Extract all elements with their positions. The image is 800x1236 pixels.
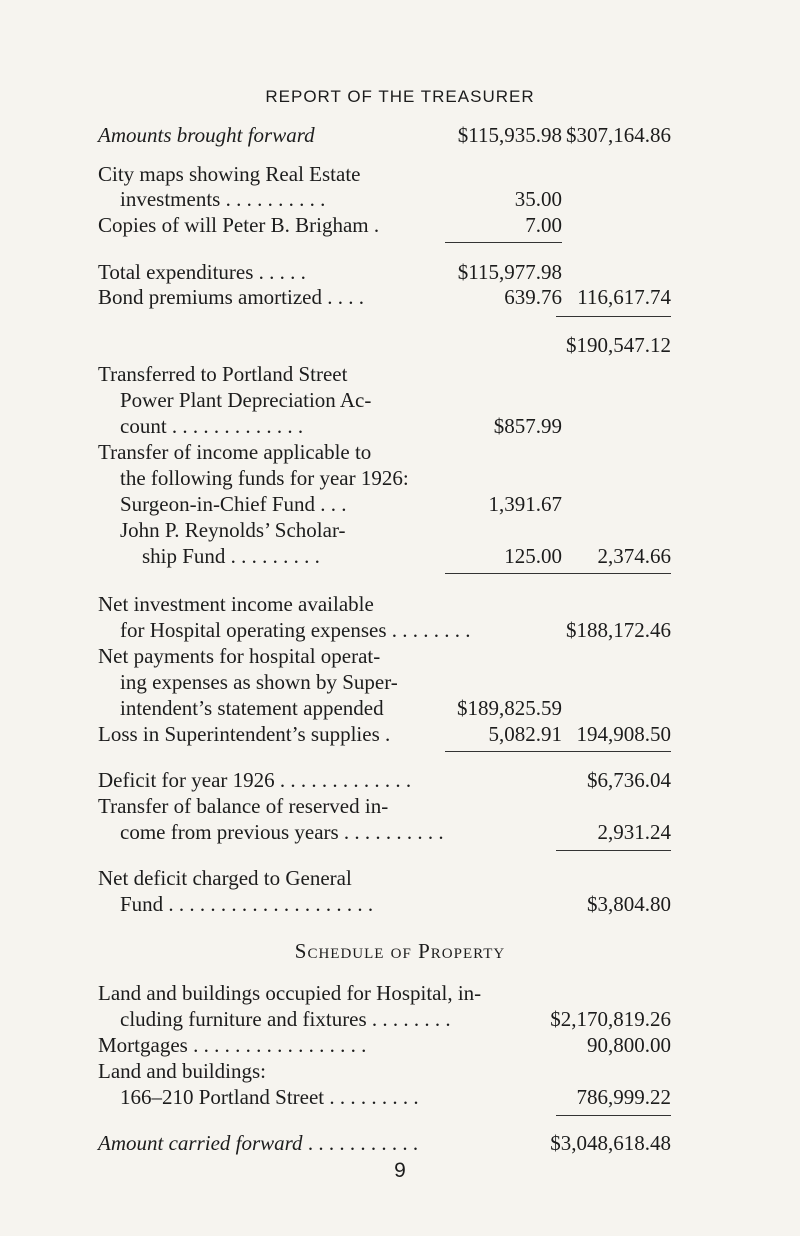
land-buildings-line2: 166–210 Portland Street . . . . . . . . .: [120, 1085, 419, 1109]
land-buildings-line1: Land and buildings:: [98, 1059, 266, 1083]
rule: [556, 573, 671, 574]
rule: [445, 573, 562, 574]
bond-amount: 639.76: [504, 285, 562, 309]
portland-line3: count . . . . . . . . . . . . .: [120, 414, 304, 438]
land-amount: $2,170,819.26: [550, 1007, 671, 1031]
brought-forward-col3: $307,164.86: [566, 123, 671, 147]
loss-amount: 5,082.91: [488, 722, 562, 746]
carried-forward-dots: . . . . . . . . . . .: [302, 1131, 419, 1155]
total-amount: $115,977.98: [457, 260, 562, 284]
maps-line2: investments . . . . . . . . . .: [120, 187, 326, 211]
maps-line1: City maps showing Real Estate: [98, 162, 361, 186]
net-payments-line3: intendent’s statement appended: [120, 696, 384, 720]
page-number: 9: [394, 1159, 406, 1182]
schedule-title: Schedule of Property: [294, 939, 506, 963]
carried-forward-label: Amount carried forward: [98, 1131, 303, 1155]
reynolds-total: 2,374.66: [597, 544, 671, 568]
net-deficit-line2: Fund . . . . . . . . . . . . . . . . . . . .: [120, 892, 374, 916]
rule: [556, 316, 671, 317]
transfer-line1: Transfer of income applicable to: [98, 440, 372, 464]
carried-forward-amount: $3,048,618.48: [550, 1131, 671, 1155]
surgeon-amount: 1,391.67: [488, 492, 562, 516]
portland-line2: Power Plant Depreciation Ac-: [120, 388, 372, 412]
maps-amount: 35.00: [514, 187, 562, 211]
transfer-line2: the following funds for year 1926:: [120, 466, 409, 490]
mortgages-label: Mortgages . . . . . . . . . . . . . . . . .: [98, 1033, 367, 1057]
land-buildings-amount: 786,999.22: [576, 1085, 671, 1109]
rule: [556, 1115, 671, 1116]
total-label: Total expenditures . . . . .: [98, 260, 306, 284]
rule: [556, 751, 671, 752]
surgeon-label: Surgeon-in-Chief Fund . . .: [120, 492, 347, 516]
reynolds-amount: 125.00: [504, 544, 562, 568]
deficit-label: Deficit for year 1926 . . . . . . . . . . . . .: [98, 768, 412, 792]
reserved-amount: 2,931.24: [597, 820, 671, 844]
bond-total: 116,617.74: [577, 285, 671, 309]
bond-label: Bond premiums amortized . . . .: [98, 285, 364, 309]
mortgages-amount: 90,800.00: [587, 1033, 671, 1057]
portland-line1: Transferred to Portland Street: [98, 362, 348, 386]
reserved-line1: Transfer of balance of reserved in-: [98, 794, 389, 818]
net-deficit-line1: Net deficit charged to General: [98, 866, 352, 890]
net-income-line1: Net investment income available: [98, 592, 374, 616]
portland-amount: $857.99: [493, 414, 562, 438]
land-line1: Land and buildings occupied for Hospital, in-: [98, 981, 482, 1005]
deficit-amount: $6,736.04: [587, 768, 671, 792]
net-payments-line1: Net payments for hospital operat-: [98, 644, 381, 668]
copies-amount: 7.00: [525, 213, 562, 237]
net-deficit-amount: $3,804.80: [587, 892, 671, 916]
net-payments-line2: ing expenses as shown by Super-: [120, 670, 398, 694]
reynolds-line2: ship Fund . . . . . . . . .: [142, 544, 320, 568]
brought-forward-label: Amounts brought forward: [98, 123, 315, 147]
reynolds-line1: John P. Reynolds’ Scholar-: [120, 518, 346, 542]
net-income-line2: for Hospital operating expenses . . . . . . . .: [120, 618, 471, 642]
net-income-amount: $188,172.46: [566, 618, 671, 642]
loss-total: 194,908.50: [576, 722, 671, 746]
reserved-line2: come from previous years . . . . . . . . . .: [120, 820, 444, 844]
running-head: REPORT OF THE TREASURER: [265, 87, 535, 106]
carried-forward-row: [98, 1131, 418, 1155]
rule: [556, 850, 671, 851]
rule: [445, 751, 562, 752]
loss-label: Loss in Superintendent’s supplies .: [98, 722, 391, 746]
rule: [445, 242, 562, 243]
subtotal-amount: $190,547.12: [566, 333, 671, 357]
copies-label: Copies of will Peter B. Brigham .: [98, 213, 380, 237]
land-line2: cluding furniture and fixtures . . . . . . . .: [120, 1007, 451, 1031]
brought-forward-col2: $115,935.98: [457, 123, 562, 147]
net-payments-amount: $189,825.59: [457, 696, 562, 720]
